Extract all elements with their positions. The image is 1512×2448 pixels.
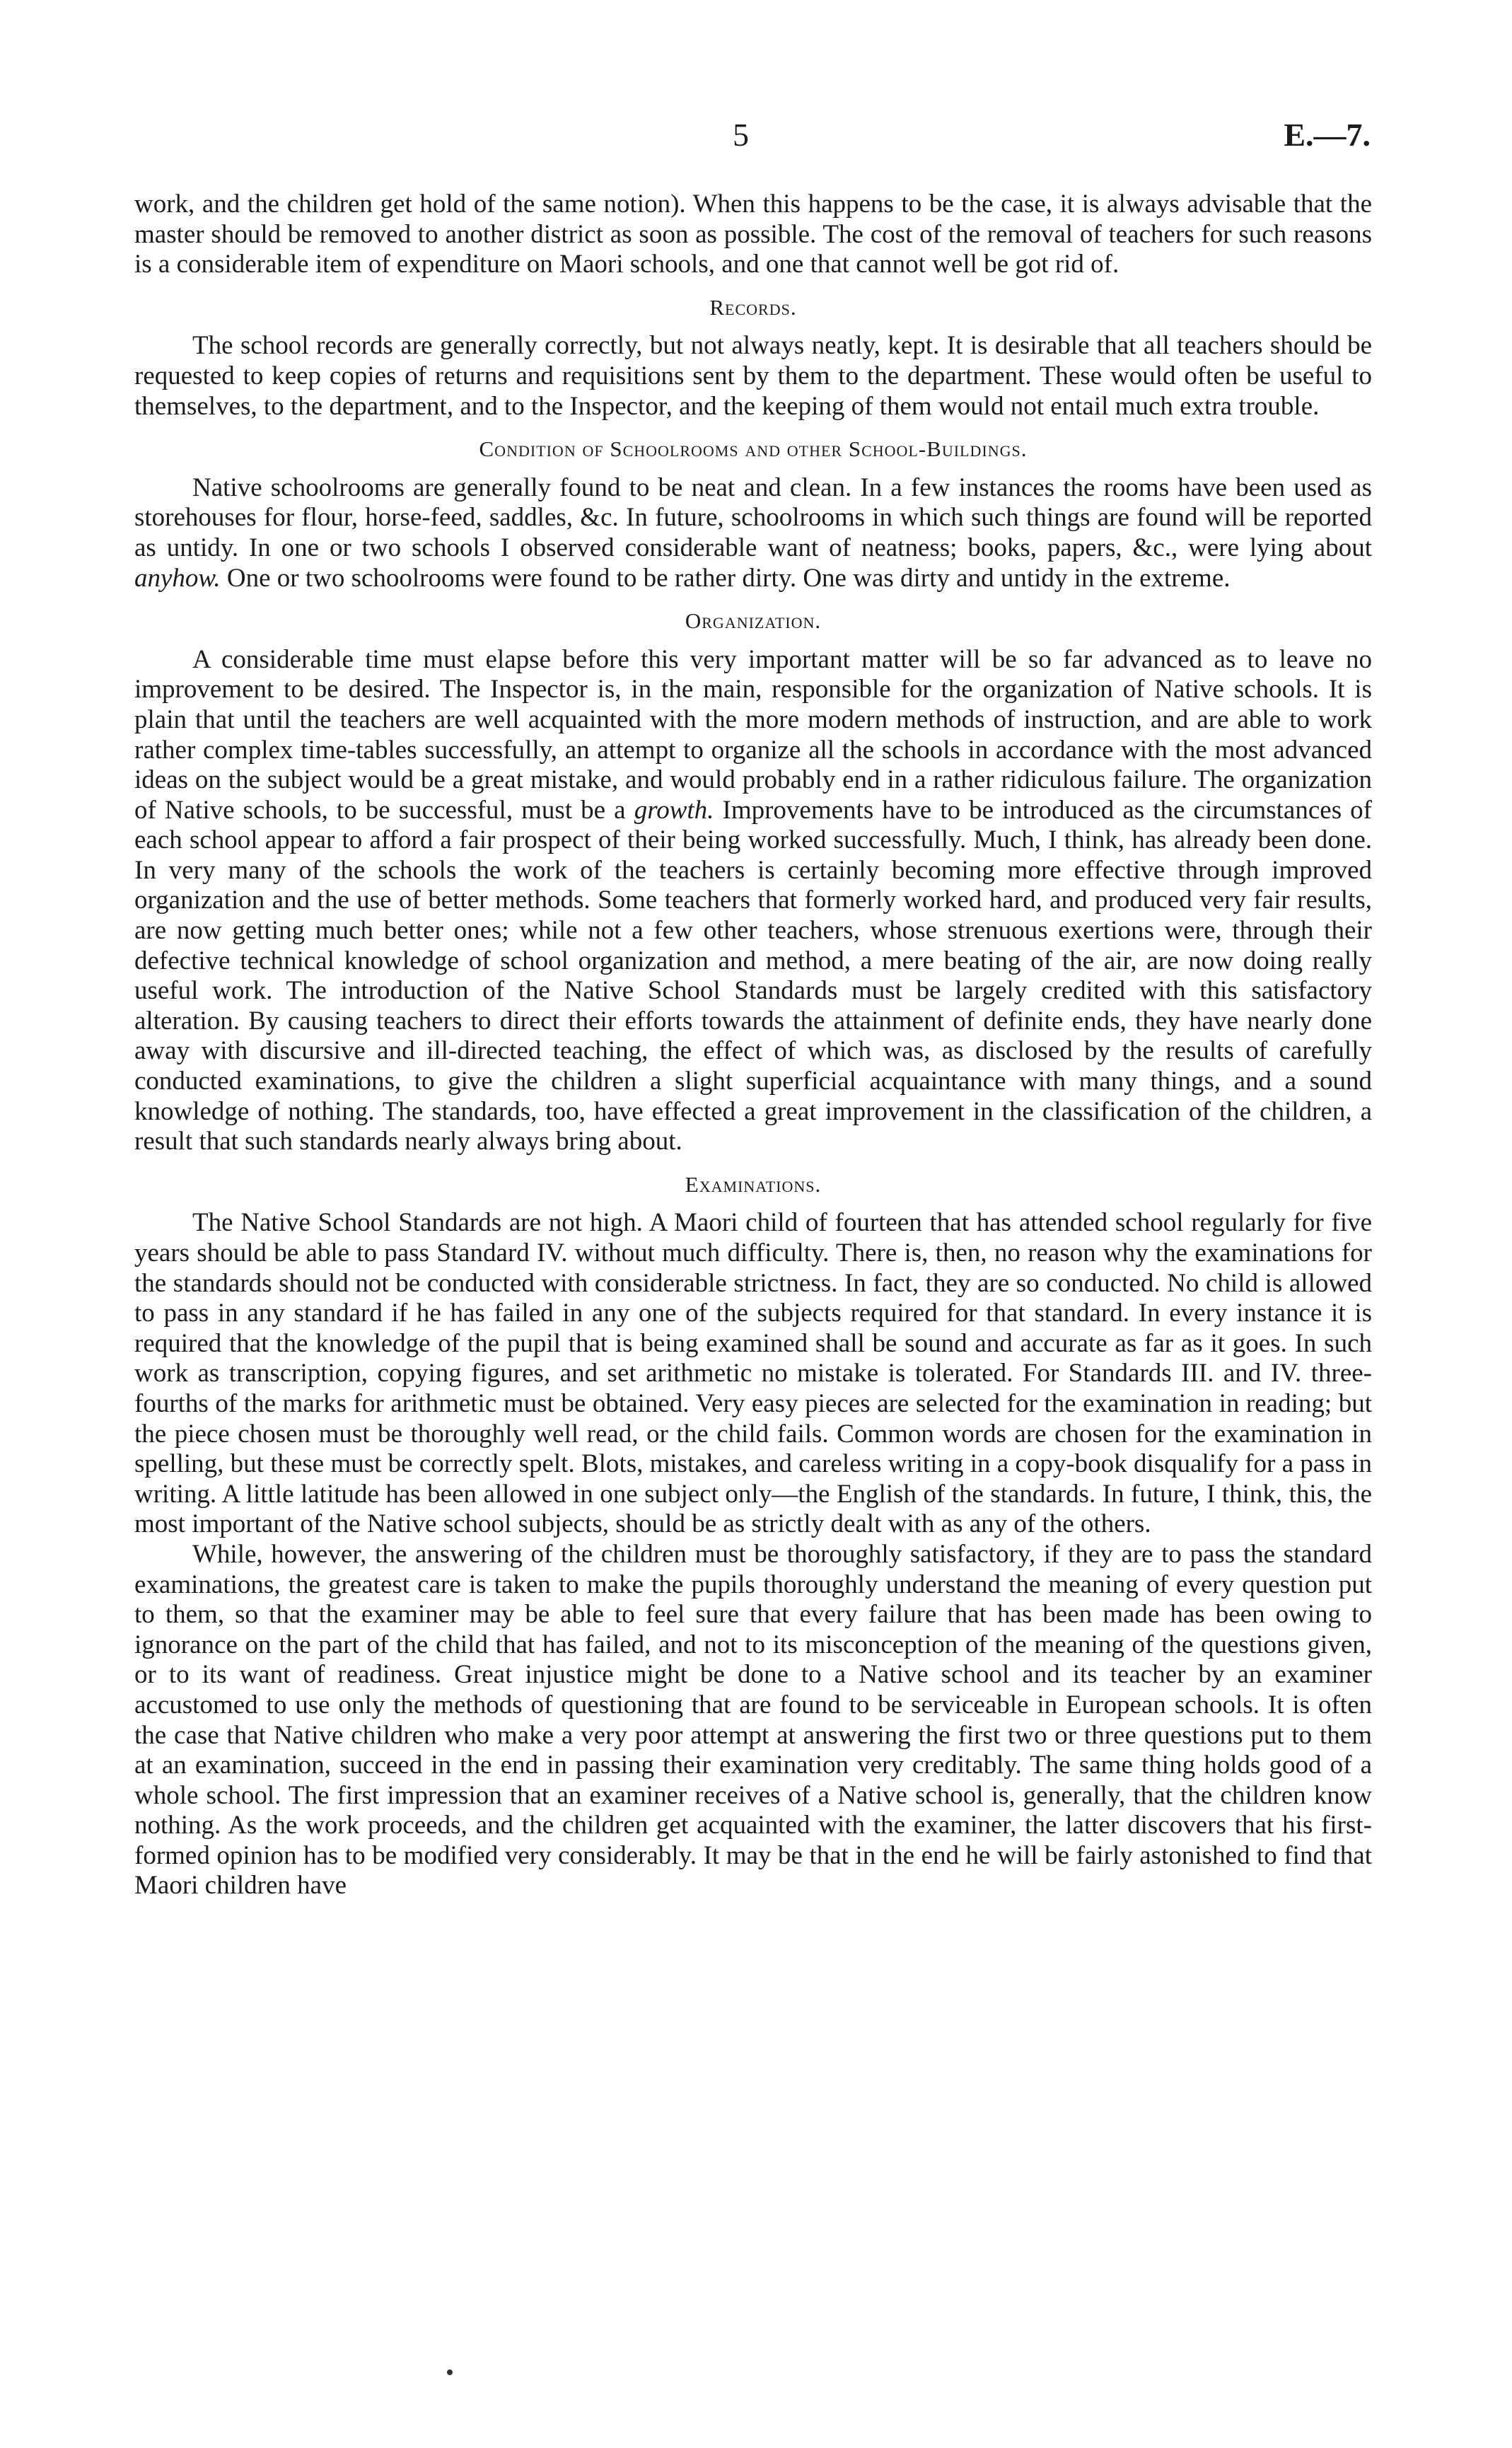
page-body: [134, 190, 1372, 1901]
spacer: [134, 323, 1372, 331]
spacer: [134, 422, 1372, 434]
organization-heading: Organization.: [685, 608, 822, 634]
spacer: [134, 637, 1372, 645]
organization-paragraph: [134, 645, 1372, 1157]
spacer: [134, 1200, 1372, 1208]
condition-paragraph: [134, 473, 1372, 593]
condition-text-part-2: One or two schoolrooms were found to be rather dirty. One was dirty and untidy in the extreme.: [220, 563, 1231, 593]
examinations-paragraph-1: The Native School Standards are not high. A Maori child of fourteen that has attended school regularly for five years should be able to pass Standard IV. without much difficulty. There is, then, no reason why the examinations for the standards should not be conducted with considerable strictness. In fact, they are so conducted. No child is allowed to pass in any standard if he has failed in any one of the subjects required for that standard. In every instance it is required that the knowledge of the pupil that is being examined shall be sound and accurate as far as it goes. In such work as transcription, copying figures, and set arithmetic no mistake is tolerated. For Standards III. and IV. three-fourths of the marks for arithmetic must be obtained. Very easy pieces are selected for the examination in reading; but the piece chosen must be thoroughly well read, or the child fails. Common words are chosen for the examination in spelling, but these must be correctly spelt. Blots, mistakes, and careless writing in a copy-book disqualify for a pass in writing. A little latitude has been allowed in one subject only—the English of the standards. In future, I think, this, the most important of the Native school subjects, should be as strictly dealt with as any of the others.: [134, 1208, 1372, 1539]
spacer: [134, 465, 1372, 473]
organization-text-italic: growth.: [634, 795, 714, 825]
examinations-heading: Examinations.: [685, 1171, 822, 1197]
condition-text-italic: anyhow.: [134, 563, 221, 593]
condition-text-part-1: Native schoolrooms are generally found to be neat and clean. In a few instances the rooms have been used as storehouses for flour, horse-feed, saddles, &c. In future, schoolrooms in which such things are found will be reported as untidy. In one or two schools I observed considerable want of neatness; books, papers, &c., were lying about: [134, 472, 1372, 562]
records-heading: Records.: [709, 294, 797, 320]
examinations-paragraph-2: While, however, the answering of the children must be thoroughly satisfactory, if they are to pass the standard examinations, the greatest care is taken to make the pupils thoroughly understand the meaning of every question put to them, so that the examiner may be able to feel sure that every failure that has been made has been owing to ignorance on the part of the child that has failed, and not to its misconception of the meaning of the questions given, or to its want of readiness. Great injustice might be done to a Native school and its teacher by an examiner accustomed to use only the methods of questioning that are found to be serviceable in European schools. It is often the case that Native children who make a very poor attempt at answering the first two or three questions put to them at an examination, succeed in the end in passing their examination very creditably. The same thing holds good of a whole school. The first impression that an examiner receives of a Native school is, generally, that the children know nothing. As the work proceeds, and the children get acquainted with the examiner, the latter discovers that his first-formed opinion has to be modified very considerably. It may be that in the end he will be fairly astonished to find that Maori children have: [134, 1539, 1372, 1901]
footer-mark: [447, 2369, 453, 2375]
page-number: 5: [733, 117, 749, 153]
organization-text-part-1: A considerable time must elapse before this very important matter will be so far advanced as to leave no improvement to be desired. The Inspector is, in the main, responsible for the organization of Native schools. It is plain that until the teachers are well acquainted with the more modern methods of instruction, and are able to work rather complex time-tables successfully, an attempt to organize all the schools in accordance with the most advanced ideas on the subject would be a great mistake, and would probably end in a rather ridiculous failure. The organization of Native schools, to be successful, must be a: [134, 644, 1372, 825]
document-reference: E.—7.: [1284, 117, 1371, 153]
spacer: [134, 593, 1372, 606]
condition-heading: Condition of Schoolrooms and other School-Buildings.: [479, 436, 1028, 462]
intro-paragraph: work, and the children get hold of the same notion). When this happens to be the case, it is always advisable that the master should be removed to another district as soon as possible. The cost of the removal of teachers for such reasons is a considerable item of expenditure on Maori schools, and one that cannot well be got rid of.: [134, 190, 1372, 279]
spacer: [134, 1157, 1372, 1170]
spacer: [134, 280, 1372, 293]
records-paragraph: The school records are generally correctly, but not always neatly, kept. It is desirable that all teachers should be requested to keep copies of returns and requisitions sent by them to the department. These would often be useful to themselves, to the department, and to the Inspector, and the keeping of them would not entail much extra trouble.: [134, 331, 1372, 421]
organization-text-part-2: Improvements have to be introduced as the circumstances of each school appear to afford a fair prospect of their being worked successfully. Much, I think, has already been done. In very many of the schools the work of the teachers is certainly becoming more effective through improved organization and the use of better methods. Some teachers that formerly worked hard, and produced very fair results, are now getting much better ones; while not a few other teachers, whose strenuous exertions were, through their defective technical knowledge of school organization and method, a mere beating of the air, are now doing really useful work. The introduction of the Native School Standards must be largely credited with this satisfactory alteration. By causing teachers to direct their efforts towards the attainment of definite ends, they have nearly done away with discursive and ill-directed teaching, the effect of which was, as disclosed by the results of carefully conducted examinations, to give the children a slight superficial acquaintance with many things, and a sound knowledge of nothing. The standards, too, have effected a great improvement in the classification of the children, a result that such standards nearly always bring about.: [134, 795, 1372, 1156]
